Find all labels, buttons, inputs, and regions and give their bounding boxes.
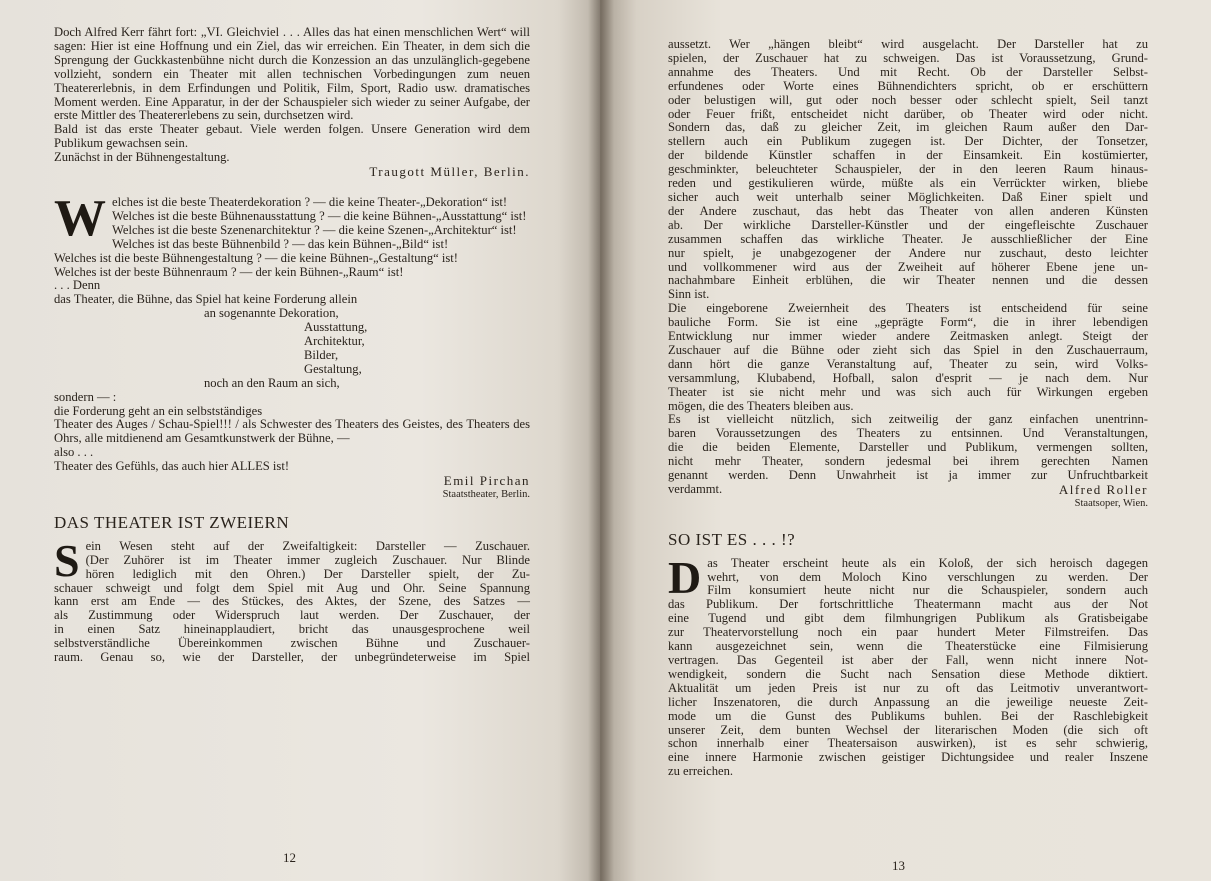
roller-paragraph-1 bbox=[668, 38, 1148, 302]
pirchan-selbststaendig: die Forderung geht an ein selbstständiges bbox=[54, 403, 263, 418]
text-line: nur spielt, je unabgezogener der Andere nur zuschaut, desto leichter bbox=[668, 245, 1148, 260]
generation-paragraph: Bald ist das erste Theater gebaut. Viele werden folgen. Unsere Generation wird dem Publikum gewachsen sein. bbox=[54, 122, 530, 151]
text-line: zur Theatervorstellung noch ein paar hundert Meter Filmstreifen. Das bbox=[668, 625, 1148, 640]
text-line: oder Feuer frißt, entscheidet nicht darüber, ob Theater wird oder nicht. bbox=[668, 106, 1148, 121]
so-ist-es-paragraph bbox=[668, 551, 1148, 780]
text-line: Aktualität um jeden Preis ist nur zu oft das Leitmotiv unverantwort- bbox=[668, 680, 1148, 695]
text-line: selbstverständliche Übereinkommen zwischen Bühne und Zuschauer- bbox=[54, 636, 530, 651]
text-line: licher Inszenatoren, die durch Anpassung an die jeweilige neueste Zeit- bbox=[668, 694, 1148, 709]
text-line: Sondern das, daß zu gleicher Zeit, im gleichen Raum außer den Dar- bbox=[668, 120, 1148, 135]
text-line: as Theater erscheint heute als ein Koloß, der sich heroisch dagegen bbox=[707, 555, 1148, 570]
page-number-right: 13 bbox=[892, 858, 905, 873]
text-line: Zuschauer auf die Bühne oder zieht sich das Spiel in den Zuschauerraum, bbox=[668, 342, 1148, 357]
drop-cap-w: W bbox=[54, 189, 106, 247]
pirchan-q6: Welches ist der beste Bühnenraum ? — der kein Bühnen-„Raum“ ist! bbox=[54, 264, 404, 279]
pirchan-schau-spiel: Theater des Auges / Schau-Spiel!!! / als Schwester des Theaters des Geistes, des Theaters des Ohrs, alle mitdienend am Gesamtkunstwerk der Bühne, — bbox=[54, 417, 530, 446]
text-line: Entwicklung nur immer wieder andere Zeitmasken anlegt. Steigt der bbox=[668, 329, 1148, 344]
text-line: oder belustigen will, gut oder noch besser oder schlecht spielt, Seil tanzt bbox=[668, 92, 1148, 107]
text-line: der Andere zuschaut, das hebt das Theater von allen anderen Künsten bbox=[668, 203, 1148, 218]
page-number-left: 12 bbox=[283, 850, 296, 865]
text-line: wehrt, von dem Moloch Kino verschlungen zu werden. Der bbox=[707, 569, 1148, 584]
signature-roller bbox=[668, 483, 1148, 511]
text-line: in einen Satz hineinapplaudiert, bricht das unausgesprochene weil bbox=[54, 622, 530, 637]
text-line: wendigkeit, sondern die Sucht nach Sensation diese Methode diktiert. bbox=[668, 666, 1148, 681]
text-line: die die beiden Elemente, Darsteller und Publikum, vermengen sollten, bbox=[668, 440, 1148, 455]
text-line: raum. Genau so, wie der Darsteller, der unbegründeterweise im Spiel bbox=[54, 650, 530, 665]
text-line: versammlung, Klubabend, Hofball, salon d'esprit — je nach dem. Nur bbox=[668, 370, 1148, 385]
kerr-paragraph: Doch Alfred Kerr fährt fort: „VI. Gleichviel . . . Alles das hat einen menschlichen Wert“ will sagen: Hier ist eine Hoffnung und ein Ziel, das wir erreichen. Ein Theater, in dem sich die Sprengung der Guckkastenbühne nicht durch die Konzession an das unzulänglich-gegebene vollzieht, sondern ein Theater mit allen technischen Vorbedingungen zum neuen Theatererlebnis, in dem Erfindungen und Politik, Film, Sport, Radio usw. dramatisches Moment werden. Eine Apparatur, in der der Schauspieler sich wieder zu seiner Aufgabe, der erste Mittler des Theatererlebens zu sein, durchsetzen wird. bbox=[54, 25, 530, 123]
text-line: Es ist vielleicht nützlich, sich zeitweilig der ganz einfachen unentrinn- bbox=[668, 412, 1148, 427]
signature-roller-name: Alfred Roller bbox=[1058, 481, 1148, 497]
zweiern-paragraph bbox=[54, 534, 530, 665]
pirchan-q3: Welches ist die beste Szenenarchitektur ? — die keine Szenen-„Architektur“ ist! bbox=[112, 222, 517, 237]
text-line: kann erst am Ende — des Stückes, des Aktes, der Szene, des Satzes — bbox=[54, 594, 530, 609]
text-line: der bildende Künstler schaffen in der Einsamkeit. Ein kostümierter, bbox=[668, 148, 1148, 163]
drop-cap-s: S bbox=[54, 534, 80, 586]
right-page bbox=[600, 0, 1211, 881]
text-line: kann ausgezeichnet sein, wenn die Theaterstücke eine Filmisierung bbox=[668, 639, 1148, 654]
pirchan-denn: . . . Denn bbox=[54, 278, 101, 293]
text-line: mode um die Gunst des Publikums buhlen. Bei der Raschlebigkeit bbox=[668, 708, 1148, 723]
text-line: nicht mehr Theater, sondern jedesmal bei ihrem gerechten Namen bbox=[668, 454, 1148, 469]
text-line: ab. Der wirkliche Darsteller-Künstler und der eingefleischte Zuschauer bbox=[668, 217, 1148, 232]
text-line: das Publikum. Der fortschrittliche Theatermann macht aus der Not bbox=[668, 597, 1148, 612]
text-line: baren Voraussetzungen des Theaters zu entsinnen. Und Veranstaltungen, bbox=[668, 426, 1148, 441]
book-gutter bbox=[588, 0, 614, 881]
text-line: schauer schweigt und folgt dem Spiel mit Aug und Ohr. Seine Spannung bbox=[54, 580, 530, 595]
roller-paragraph-2 bbox=[668, 302, 1148, 413]
pirchan-q2: Welches ist die beste Bühnenausstattung ? — die keine Bühnen-„Ausstattung“ ist! bbox=[112, 208, 527, 223]
text-line: nachahmbare Einheit erblühen, die wir Theater nennen und die dessen bbox=[668, 273, 1148, 288]
text-line: stellern auch ein Publikum zugegen ist. Der Dichter, der Tonsetzer, bbox=[668, 134, 1148, 149]
signature-mueller bbox=[54, 165, 530, 180]
text-line: mögen, die des Theaters bleiben aus. bbox=[668, 398, 854, 413]
text-line: eine innere Harmonie zwischen geistiger Dichtungsidee und realer Inszene bbox=[668, 750, 1148, 765]
pirchan-gefuehl: Theater des Gefühls, das auch hier ALLES ist! bbox=[54, 459, 290, 474]
pirchan-dekoration: an sogenannte Dekoration, bbox=[204, 306, 339, 321]
text-line: geschminkter, beleuchteter Schauspieler, der in den leeren Raum hinaus- bbox=[668, 162, 1148, 177]
text-line: aussetzt. Wer „hängen bleibt“ wird ausgelacht. Der Darsteller hat zu bbox=[668, 37, 1148, 51]
signature-roller-institution: Staatsoper, Wien. bbox=[1074, 497, 1148, 509]
pirchan-also: also . . . bbox=[54, 445, 94, 460]
text-line: Film konsumiert heute nicht nur die Schauspieler, sondern auch bbox=[707, 583, 1148, 598]
text-line: verdammt. bbox=[668, 482, 723, 496]
text-line: eine Tugend und gibt dem filmhungrigen Publikum als Gratisbeigabe bbox=[668, 611, 1148, 626]
pirchan-list-3: Bilder, bbox=[304, 347, 339, 362]
text-line: (Der Zuhörer ist im Theater immer zugleich Zuschauer. Nur Blinde bbox=[85, 552, 530, 567]
drop-cap-d: D bbox=[668, 551, 702, 603]
left-page-text bbox=[54, 26, 530, 665]
text-line: Die eingeborene Zweiernheit des Theaters ist entscheidend für seine bbox=[668, 301, 1148, 316]
text-line: zu erreichen. bbox=[668, 764, 734, 779]
text-line: vertragen. Das Gegenteil ist aber der Fall, wenn nicht innere Not- bbox=[668, 652, 1148, 667]
text-line: hören lediglich mit den Ohren.) Der Darsteller spielt, der Zu- bbox=[85, 566, 530, 581]
text-line: spielen, der Zuschauer hat zu schweigen. Das ist Voraussetzung, Grund- bbox=[668, 50, 1148, 65]
buhnengestaltung-line: Zunächst in der Bühnengestaltung. bbox=[54, 150, 230, 165]
pirchan-forderung: das Theater, die Bühne, das Spiel hat keine Forderung allein bbox=[54, 292, 358, 307]
text-line: reden und gestikulieren würde, müßte als ein Verrückter wirken, bliebe bbox=[668, 176, 1148, 191]
pirchan-raum: noch an den Raum an sich, bbox=[204, 375, 340, 390]
section-heading-so-ist-es: SO IST ES . . . !? bbox=[668, 529, 796, 549]
text-line: annahme des Theaters. Und mit Recht. Ob der Darsteller Selbst- bbox=[668, 64, 1148, 79]
text-line: genannt werden. Denn Unwahrheit ist ja immer zur Unfruchtbarkeit bbox=[668, 468, 1148, 483]
pirchan-list-4: Gestaltung, bbox=[304, 361, 362, 376]
signature-pirchan-name: Emil Pirchan bbox=[443, 473, 530, 489]
text-line: Theater ist sie nicht mehr und was sich auch für Wirkungen ergeben bbox=[668, 384, 1148, 399]
text-line: als Zustimmung oder Widerspruch laut werden. Der Zuschauer, der bbox=[54, 608, 530, 623]
left-page bbox=[0, 0, 600, 881]
pirchan-q4: Welches ist das beste Bühnenbild ? — das kein Bühnen-„Bild“ ist! bbox=[112, 236, 449, 251]
text-line: und vollkommener wird aus der Zweiheit auf höherer Ebene jene un- bbox=[668, 259, 1148, 274]
pirchan-sondern: sondern — : bbox=[54, 389, 117, 404]
text-line: schon innerhalb einer Theatersaison auswirken), ist es sehr schwierig, bbox=[668, 736, 1148, 751]
pirchan-list-2: Architektur, bbox=[304, 334, 365, 349]
text-line: sicher auch weit unterhalb seiner Möglichkeiten. Daß Einer spielt und bbox=[668, 189, 1148, 204]
text-line: Sinn ist. bbox=[668, 287, 710, 302]
signature-pirchan-institution: Staatstheater, Berlin. bbox=[442, 489, 530, 500]
text-line: bauliche Form. Sie ist eine „geprägte Form“, die in ihrer lebendigen bbox=[668, 315, 1148, 330]
text-line: zusammen schaffen das wirkliche Theater. Je ausschließlicher der Eine bbox=[668, 231, 1148, 246]
text-line: ein Wesen steht auf der Zweifaltigkeit: Darsteller — Zuschauer. bbox=[85, 538, 530, 553]
section-heading-zweiern: DAS THEATER IST ZWEIERN bbox=[54, 512, 290, 532]
text-line: erfundenes oder Worte eines Bühnendichters spricht, ob er erschüttern bbox=[668, 78, 1148, 93]
signature-mueller-name: Traugott Müller, Berlin. bbox=[369, 164, 530, 180]
signature-pirchan bbox=[54, 474, 530, 502]
pirchan-list-1: Ausstattung, bbox=[304, 320, 368, 335]
pirchan-q5: Welches ist die beste Bühnengestaltung ? — die keine Bühnen-„Gestaltung“ ist! bbox=[54, 250, 458, 265]
pirchan-q1: Welches ist die beste Theaterdekoration ? — die keine Theater-„Dekoration“ ist! bbox=[54, 189, 508, 247]
right-page-text bbox=[668, 38, 1148, 779]
text-line: unserer Zeit, dem bunten Wechsel der literarischen Moden (die sich oft bbox=[668, 722, 1148, 737]
text-line: dann hört die ganze Veranstaltung auf, Theater zu sein, wird Volks- bbox=[668, 356, 1148, 371]
